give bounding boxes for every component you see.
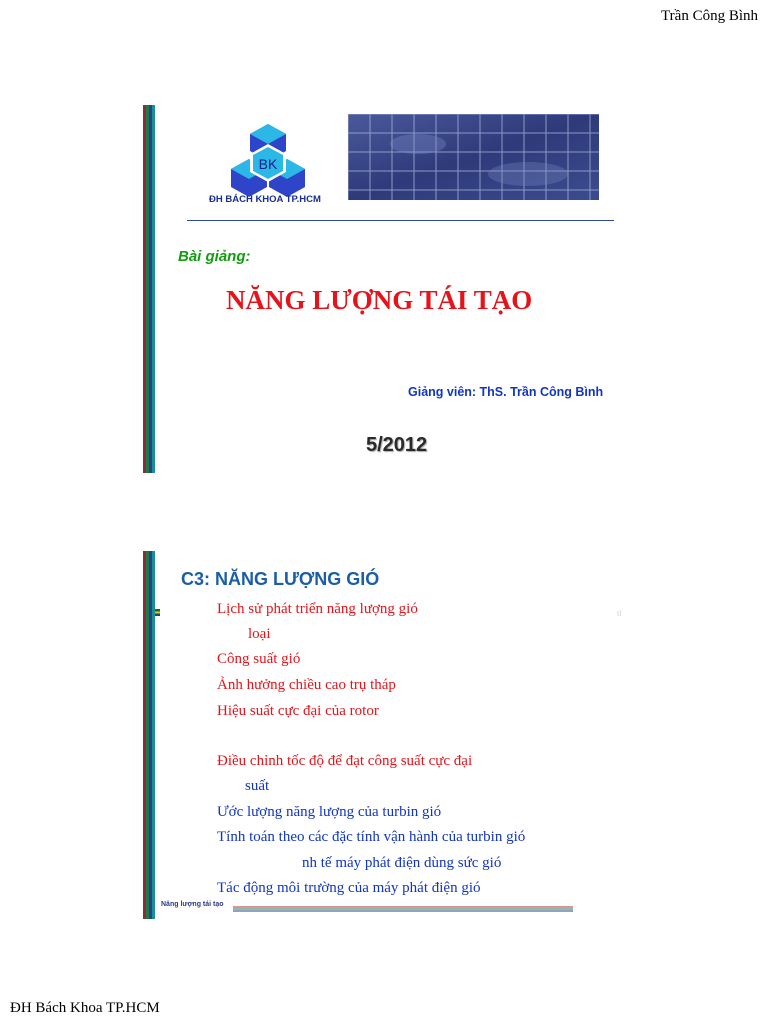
slide-accent-bar [143, 551, 155, 919]
topic-item: Điều chỉnh tốc độ để đạt công suất cực đại [217, 753, 473, 769]
page-footer-school: ĐH Bách Khoa TP.HCM [10, 1000, 160, 1016]
topic-item: Tác động môi trường của máy phát điện gió [217, 880, 481, 896]
topic-item: Ước lượng năng lượng của turbin gió [217, 804, 442, 820]
header-divider [187, 220, 614, 221]
lecture-label: Bài giảng: [178, 248, 251, 265]
lecture-date: 5/2012 [366, 434, 428, 456]
course-title: NĂNG LƯỢNG TÁI TẠO [226, 285, 533, 315]
topic-item: suất [245, 778, 270, 794]
topic-item: loại [248, 626, 271, 642]
topic-item: Lịch sử phát triển năng lượng gió [217, 601, 418, 617]
topic-item: nh tế máy phát điện dùng sức gió [302, 855, 502, 871]
logo-initials: BK [258, 156, 278, 172]
page-header-author: Trần Công Bình [661, 8, 758, 24]
lecturer-name: Giảng viên: ThS. Trần Công Bình [408, 385, 604, 399]
logo-school-name: ĐH BÁCH KHOA TP.HCM [209, 194, 321, 205]
topic-item: Công suất gió [217, 651, 301, 667]
bullet-marker-icon [155, 609, 160, 616]
topic-item: Ảnh hưởng chiều cao trụ tháp [217, 677, 396, 693]
title-slide [143, 105, 623, 473]
faint-mark: tl [617, 609, 622, 618]
bk-logo-icon [231, 123, 305, 198]
topic-item: Tính toán theo các đặc tính vận hành của turbin gió [217, 829, 526, 845]
slide-footer-label: Năng lượng tái tạo [161, 901, 224, 908]
solar-panel-image [348, 114, 599, 200]
footer-rule-lines [233, 906, 573, 912]
slide-accent-bar [143, 105, 155, 473]
topic-item: Hiệu suất cực đại của rotor [217, 703, 379, 719]
outline-slide [143, 551, 623, 919]
chapter-title: C3: NĂNG LƯỢNG GIÓ [181, 569, 380, 589]
